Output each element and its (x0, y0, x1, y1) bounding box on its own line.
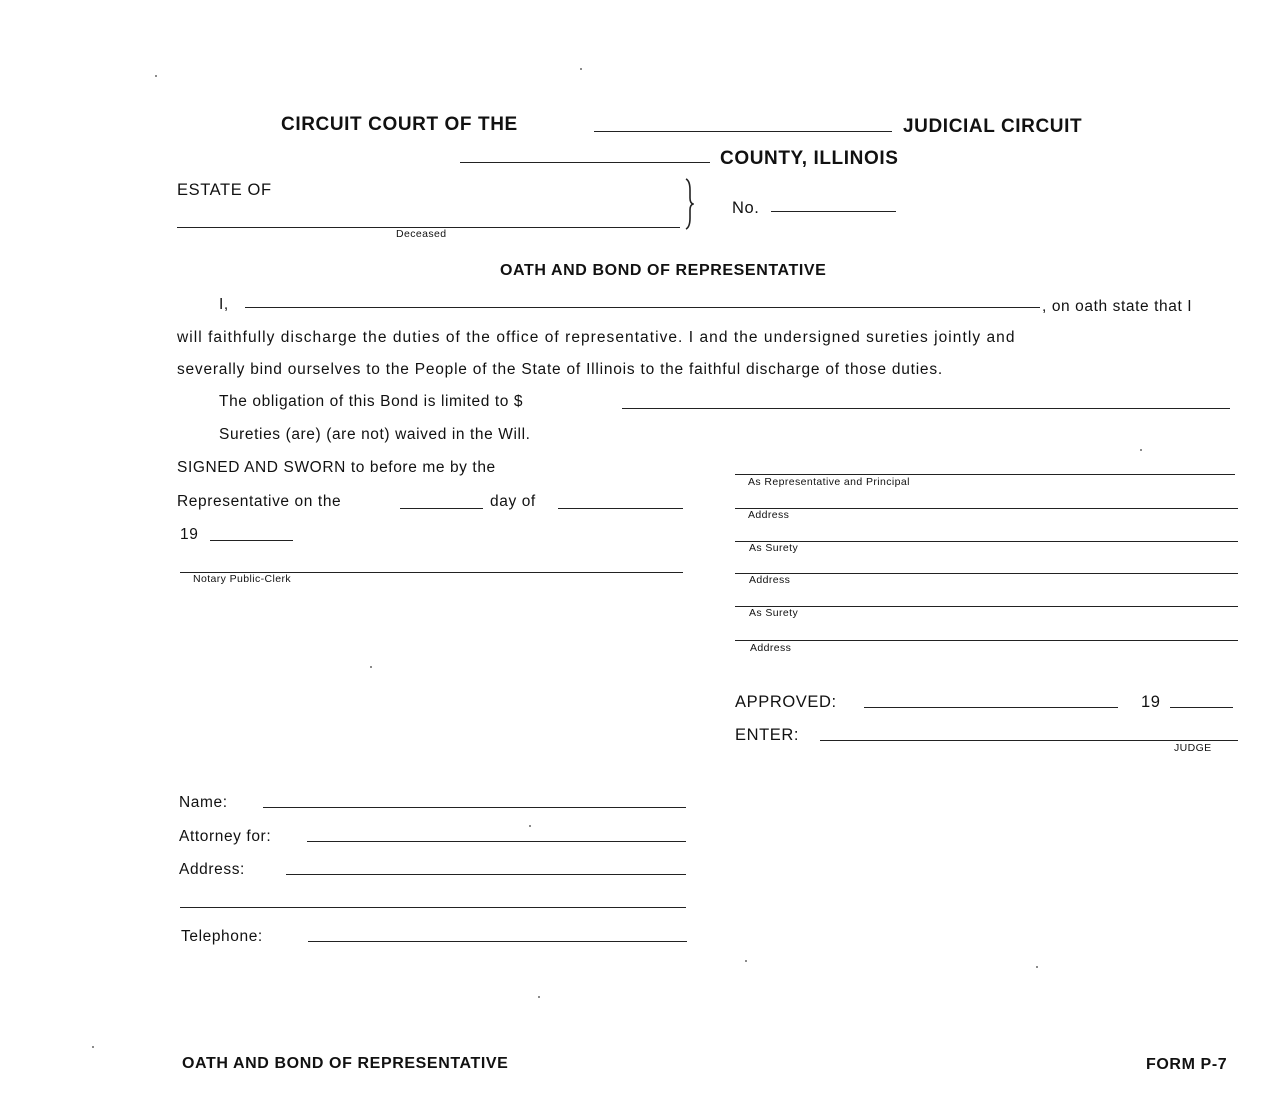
scan-speck (370, 666, 372, 668)
attorney-for-label: Attorney for: (179, 828, 272, 845)
case-number-field[interactable] (771, 211, 896, 212)
scan-speck (155, 75, 157, 77)
representative-on-the-label: Representative on the (177, 493, 342, 510)
approved-year-field[interactable] (1170, 707, 1233, 708)
attorney-address-field[interactable] (286, 874, 686, 875)
scan-speck (1140, 449, 1142, 451)
county-field[interactable] (460, 162, 710, 163)
attorney-address-label: Address: (179, 861, 245, 878)
enter-label: ENTER: (735, 726, 800, 744)
surety-1-label: As Surety (749, 542, 799, 554)
sworn-day-field[interactable] (400, 508, 483, 509)
scan-speck (580, 68, 582, 70)
sworn-year-field[interactable] (210, 540, 293, 541)
judicial-circuit-label: JUDICIAL CIRCUIT (903, 116, 1083, 137)
judge-label: JUDGE (1174, 742, 1212, 754)
caption-brace (684, 178, 694, 230)
scan-speck (1036, 966, 1038, 968)
attorney-address-line-2-field[interactable] (180, 907, 686, 908)
notary-label: Notary Public-Clerk (193, 573, 292, 585)
court-line-label: CIRCUIT COURT OF THE (281, 114, 518, 135)
form-title: OATH AND BOND OF REPRESENTATIVE (500, 262, 827, 279)
scan-speck (745, 960, 747, 962)
representative-name-field[interactable] (245, 307, 1040, 308)
attorney-name-field[interactable] (263, 807, 686, 808)
representative-signature-label: As Representative and Principal (748, 476, 910, 488)
attorney-telephone-field[interactable] (308, 941, 687, 942)
approved-date-field[interactable] (864, 707, 1118, 708)
case-no-label: No. (732, 199, 760, 217)
sworn-month-field[interactable] (558, 508, 683, 509)
attorney-name-label: Name: (179, 794, 228, 811)
estate-of-label: ESTATE OF (177, 181, 272, 199)
sureties-waived-text: Sureties (are) (are not) waived in the Will. (219, 426, 531, 443)
form-number: FORM P-7 (1146, 1056, 1228, 1073)
scan-speck (529, 825, 531, 827)
obligation-label: The obligation of this Bond is limited to $ (219, 393, 524, 410)
deceased-label: Deceased (396, 228, 447, 240)
approved-year-prefix: 19 (1141, 693, 1161, 711)
surety-2-address-label: Address (750, 642, 792, 654)
representative-signature-field[interactable] (735, 474, 1235, 475)
scan-speck (92, 1046, 94, 1048)
representative-address-label: Address (748, 509, 790, 521)
judicial-circuit-field[interactable] (594, 131, 892, 132)
surety-1-address-field[interactable] (735, 573, 1238, 574)
judge-signature-field[interactable] (820, 740, 1238, 741)
surety-1-address-label: Address (749, 574, 791, 586)
signed-sworn-text: SIGNED AND SWORN to before me by the (177, 459, 496, 476)
bond-amount-field[interactable] (622, 408, 1230, 409)
surety-2-label: As Surety (749, 607, 799, 619)
surety-2-signature-field[interactable] (735, 606, 1238, 607)
day-of-label: day of (490, 493, 536, 510)
footer-title: OATH AND BOND OF REPRESENTATIVE (182, 1055, 509, 1072)
oath-state-text: , on oath state that I (1042, 298, 1193, 315)
attorney-telephone-label: Telephone: (181, 928, 263, 945)
sworn-year-prefix: 19 (180, 526, 199, 543)
representative-address-field[interactable] (735, 508, 1238, 509)
attorney-for-field[interactable] (307, 841, 686, 842)
oath-line-2: will faithfully discharge the duties of the office of representative. I and the undersigned sureties jointly and (177, 329, 1016, 346)
approved-label: APPROVED: (735, 693, 837, 711)
surety-2-address-field[interactable] (735, 640, 1238, 641)
county-label: COUNTY, ILLINOIS (720, 148, 899, 169)
scan-speck (538, 996, 540, 998)
surety-1-signature-field[interactable] (735, 541, 1238, 542)
oath-i-label: I, (219, 296, 229, 313)
oath-line-3: severally bind ourselves to the People of the State of Illinois to the faithful discharge of those duties. (177, 361, 943, 378)
